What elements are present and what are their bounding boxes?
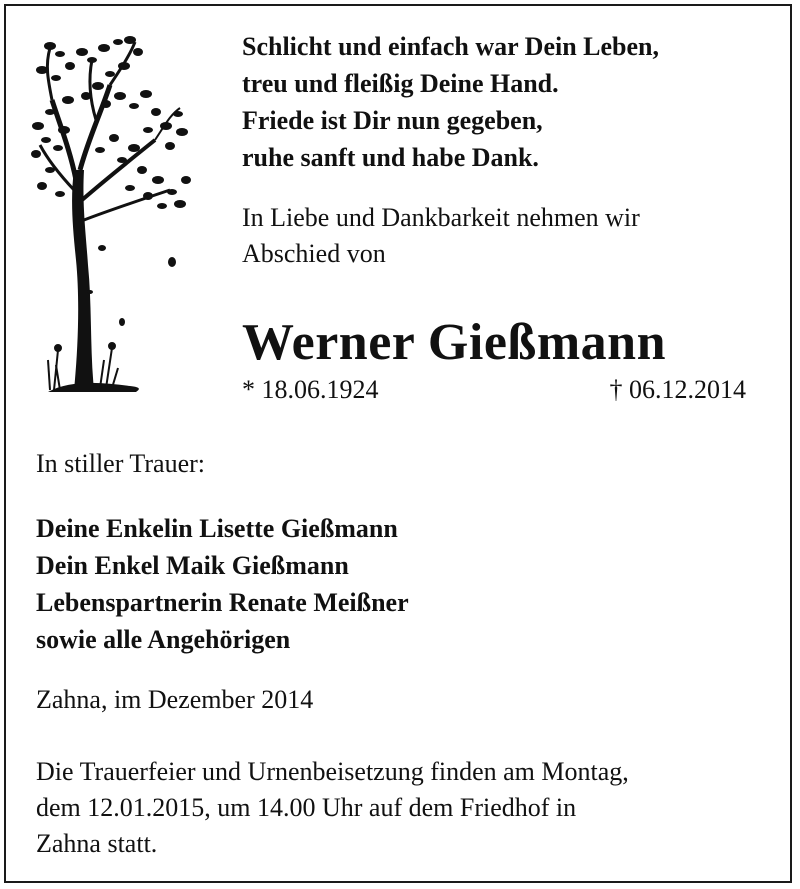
mourner-item: Dein Enkel Maik Gießmann (36, 551, 349, 580)
mourners-list (36, 510, 409, 658)
poem (242, 28, 782, 176)
mourning-heading: In stiller Trauer: (36, 449, 205, 478)
poem-line: ruhe sanft und habe Dank. (242, 143, 539, 172)
intro-text (242, 200, 782, 272)
poem-line: treu und fleißig Deine Hand. (242, 69, 559, 98)
intro-line: In Liebe und Dankbarkeit nehmen wir (242, 203, 640, 232)
notice-line: Die Trauerfeier und Urnenbeisetzung finden am Montag, (36, 757, 629, 786)
birth-date: * 18.06.1924 (242, 375, 379, 404)
funeral-notice (36, 754, 776, 862)
death-date: † 06.12.2014 (609, 375, 746, 404)
poem-line: Friede ist Dir nun gegeben, (242, 106, 543, 135)
mourner-item: sowie alle Angehörigen (36, 625, 291, 654)
tree-silhouette-icon (30, 30, 200, 400)
notice-line: dem 12.01.2015, um 14.00 Uhr auf dem Friedhof in (36, 793, 577, 822)
place-date: Zahna, im Dezember 2014 (36, 685, 314, 714)
poem-line: Schlicht und einfach war Dein Leben, (242, 32, 660, 61)
notice-line: Zahna statt. (36, 829, 158, 858)
mourner-item: Lebenspartnerin Renate Meißner (36, 588, 409, 617)
mourner-item: Deine Enkelin Lisette Gießmann (36, 514, 398, 543)
deceased-name: Werner Gießmann (242, 314, 666, 371)
intro-line: Abschied von (242, 239, 386, 268)
life-dates (242, 374, 746, 406)
